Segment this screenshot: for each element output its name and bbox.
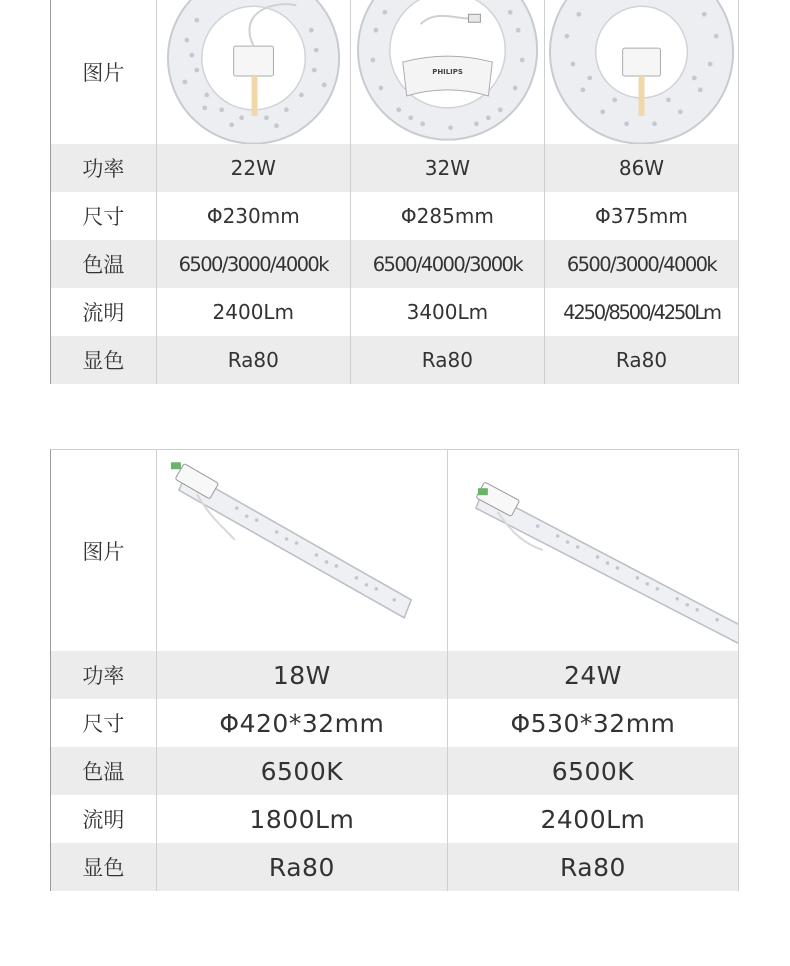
led-strip-module-image <box>157 450 447 651</box>
cri-label: 显色 <box>82 349 125 373</box>
cri-row <box>51 336 738 384</box>
color-temp-row <box>51 240 738 288</box>
power-value: 32W <box>350 144 544 192</box>
ring-module-spec-table <box>50 0 739 384</box>
power-value: 86W <box>544 144 738 192</box>
power-value: 22W <box>156 144 350 192</box>
power-label: 功率 <box>82 664 125 688</box>
power-row <box>51 144 738 192</box>
led-ring-module-image <box>157 0 350 144</box>
power-value: 24W <box>447 651 738 699</box>
size-value: Φ375mm <box>544 192 738 240</box>
lumen-value: 1800Lm <box>156 795 447 843</box>
size-row <box>51 192 738 240</box>
size-value: Φ420*32mm <box>156 699 447 747</box>
strip-module-spec-table <box>50 449 739 891</box>
color-temp-row <box>51 747 738 795</box>
lumen-value: 4250/8500/4250Lm <box>544 288 738 336</box>
product-image-32w <box>350 0 544 144</box>
color-temp-value: 6500/3000/4000k <box>156 240 350 288</box>
color-temp-value: 6500K <box>447 747 738 795</box>
lumen-row <box>51 795 738 843</box>
size-label: 尺寸 <box>82 205 125 229</box>
image-label: 图片 <box>82 539 125 564</box>
image-label: 图片 <box>82 61 125 85</box>
lumen-value: 2400Lm <box>156 288 350 336</box>
color-temp-value: 6500K <box>156 747 447 795</box>
color-temp-label: 色温 <box>82 760 125 784</box>
cri-row <box>51 843 738 891</box>
cri-value: Ra80 <box>156 336 350 384</box>
lumen-value: 2400Lm <box>447 795 738 843</box>
image-row <box>51 450 738 651</box>
size-value: Φ230mm <box>156 192 350 240</box>
product-image-18w <box>156 450 447 651</box>
lumen-label: 流明 <box>82 301 125 325</box>
cri-value: Ra80 <box>544 336 738 384</box>
size-value: Φ530*32mm <box>447 699 738 747</box>
cri-value: Ra80 <box>447 843 738 891</box>
lumen-value: 3400Lm <box>350 288 544 336</box>
size-value: Φ285mm <box>350 192 544 240</box>
color-temp-value: 6500/3000/4000k <box>544 240 738 288</box>
cri-value: Ra80 <box>350 336 544 384</box>
size-row <box>51 699 738 747</box>
led-ring-module-image <box>545 0 738 144</box>
image-row <box>51 0 738 144</box>
product-image-22w <box>156 0 350 144</box>
led-ring-module-image <box>351 0 544 144</box>
color-temp-label: 色温 <box>82 253 125 277</box>
power-label: 功率 <box>82 157 125 181</box>
power-row <box>51 651 738 699</box>
size-label: 尺寸 <box>82 712 125 736</box>
cri-value: Ra80 <box>156 843 447 891</box>
product-image-86w <box>544 0 738 144</box>
product-image-24w <box>447 450 738 651</box>
color-temp-value: 6500/4000/3000k <box>350 240 544 288</box>
cri-label: 显色 <box>82 856 125 880</box>
lumen-row <box>51 288 738 336</box>
led-strip-module-image <box>448 450 738 651</box>
svg-text:PHILIPS: PHILIPS <box>432 67 463 76</box>
lumen-label: 流明 <box>82 808 125 832</box>
power-value: 18W <box>156 651 447 699</box>
